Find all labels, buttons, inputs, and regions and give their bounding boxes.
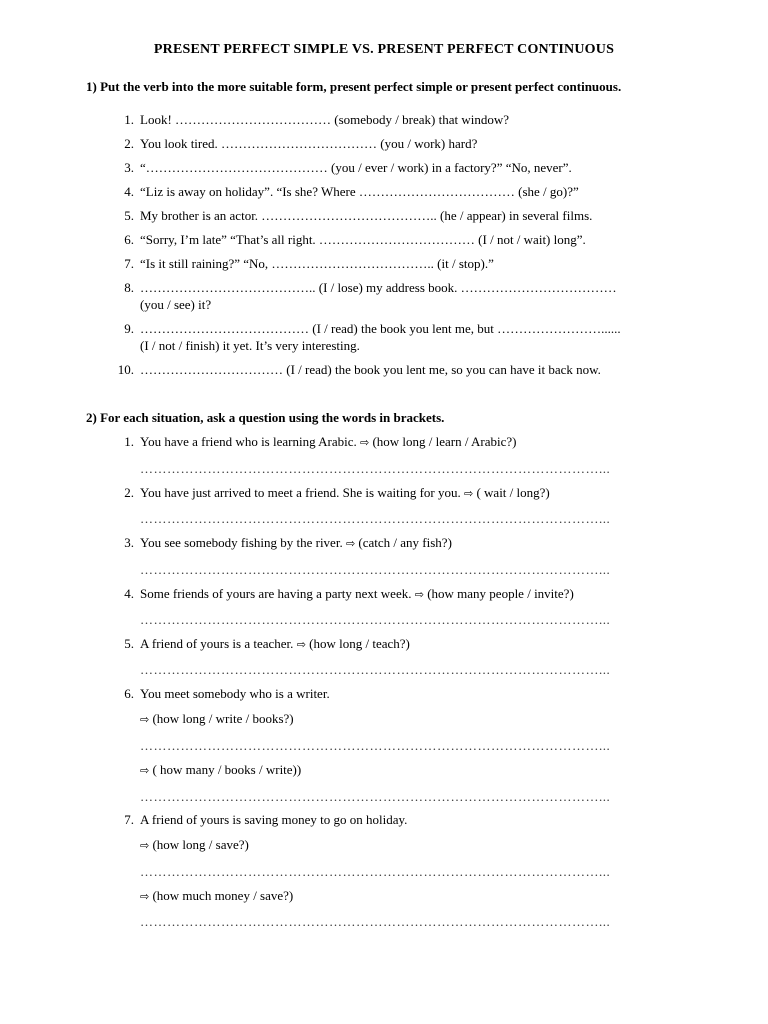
arrow-right-icon: ⇨	[360, 436, 370, 449]
arrow-right-icon: ⇨	[140, 839, 150, 852]
arrow-right-icon: ⇨	[414, 588, 424, 601]
worksheet-page: PRESENT PERFECT SIMPLE VS. PRESENT PERFECT CONTINUOUS 1) Put the verb into the more suitable form, present perfect simple or present perfect continuous. 1. Look! ……………………………… (somebody / break) that window? 2. You look tired. ……………………………… (you / work) hard? 3. “…………………………………… (you / ever / work) in a factory?” “No, never”. 4. “Liz is away on holiday”. “Is she? Where ……………………………… (she / go)?” 5. My brother is an actor. ………………………………….. (he / appear) in several films. 6. “Sorry, I’m late” “That’s all right. ……………………………… (I / not / wait) long”. 7. “Is it still raining?” “No, ……………………………….. (it / stop).” 8. ………………………………….. (I / lose) my address book. ……………………………… (you / see) it? 9. ………………………………… (I / read) the book you lent me, but ……………………...... (I / not / finish) it yet. It’s very interesting. 10. …………………………… (I / read) the book you lent me, so you can have it back now. 2) For each situation, ask a question using the words in brackets. 1. You have a friend who is learning Arabic. ⇨ (how long / learn / Arabic?) …………………………………………………………………………………………... 2. You have just arrived to meet a friend. She is waiting for you. ⇨ ( wait / long?) …………………………………………………………………………………………... 3. You see somebody fishing by the river. ⇨ (catch / any fish?) …………………………………………………………………………………………... 4. Some friends of yours are having a party next week. ⇨ (how many people / invite?) …………………………………………………………………………………………... 5. A friend of yours is a teacher. ⇨ (how long / teach?) …………………………………………………………………………………………... 6. You meet somebody who is a writer. ⇨ (how long / write / books?) …………………………………………………………………………………………... ⇨ ( how many / books / write)) …………………………………………………………………………………………... 7. A friend of yours is saving money to go on holiday. ⇨ (how long / save?) …………………………………………………………………………………………... ⇨ (how much money / save?) …………………………………………………………………………………………...	[0, 0, 768, 1024]
arrow-right-icon: ⇨	[463, 487, 474, 500]
arrow-right-icon: ⇨	[140, 713, 150, 726]
section1-instruction: 1) Put the verb into the more suitable form, present perfect simple or present perfect continuous.	[86, 79, 622, 94]
arrow-right-icon: ⇨	[140, 890, 150, 903]
section2-instruction: 2) For each situation, ask a question using the words in brackets.	[86, 410, 445, 425]
arrow-right-icon: ⇨	[345, 537, 356, 550]
arrow-right-icon: ⇨	[140, 764, 150, 777]
page-title: PRESENT PERFECT SIMPLE VS. PRESENT PERFECT CONTINUOUS	[153, 42, 615, 57]
arrow-right-icon: ⇨	[296, 638, 306, 651]
